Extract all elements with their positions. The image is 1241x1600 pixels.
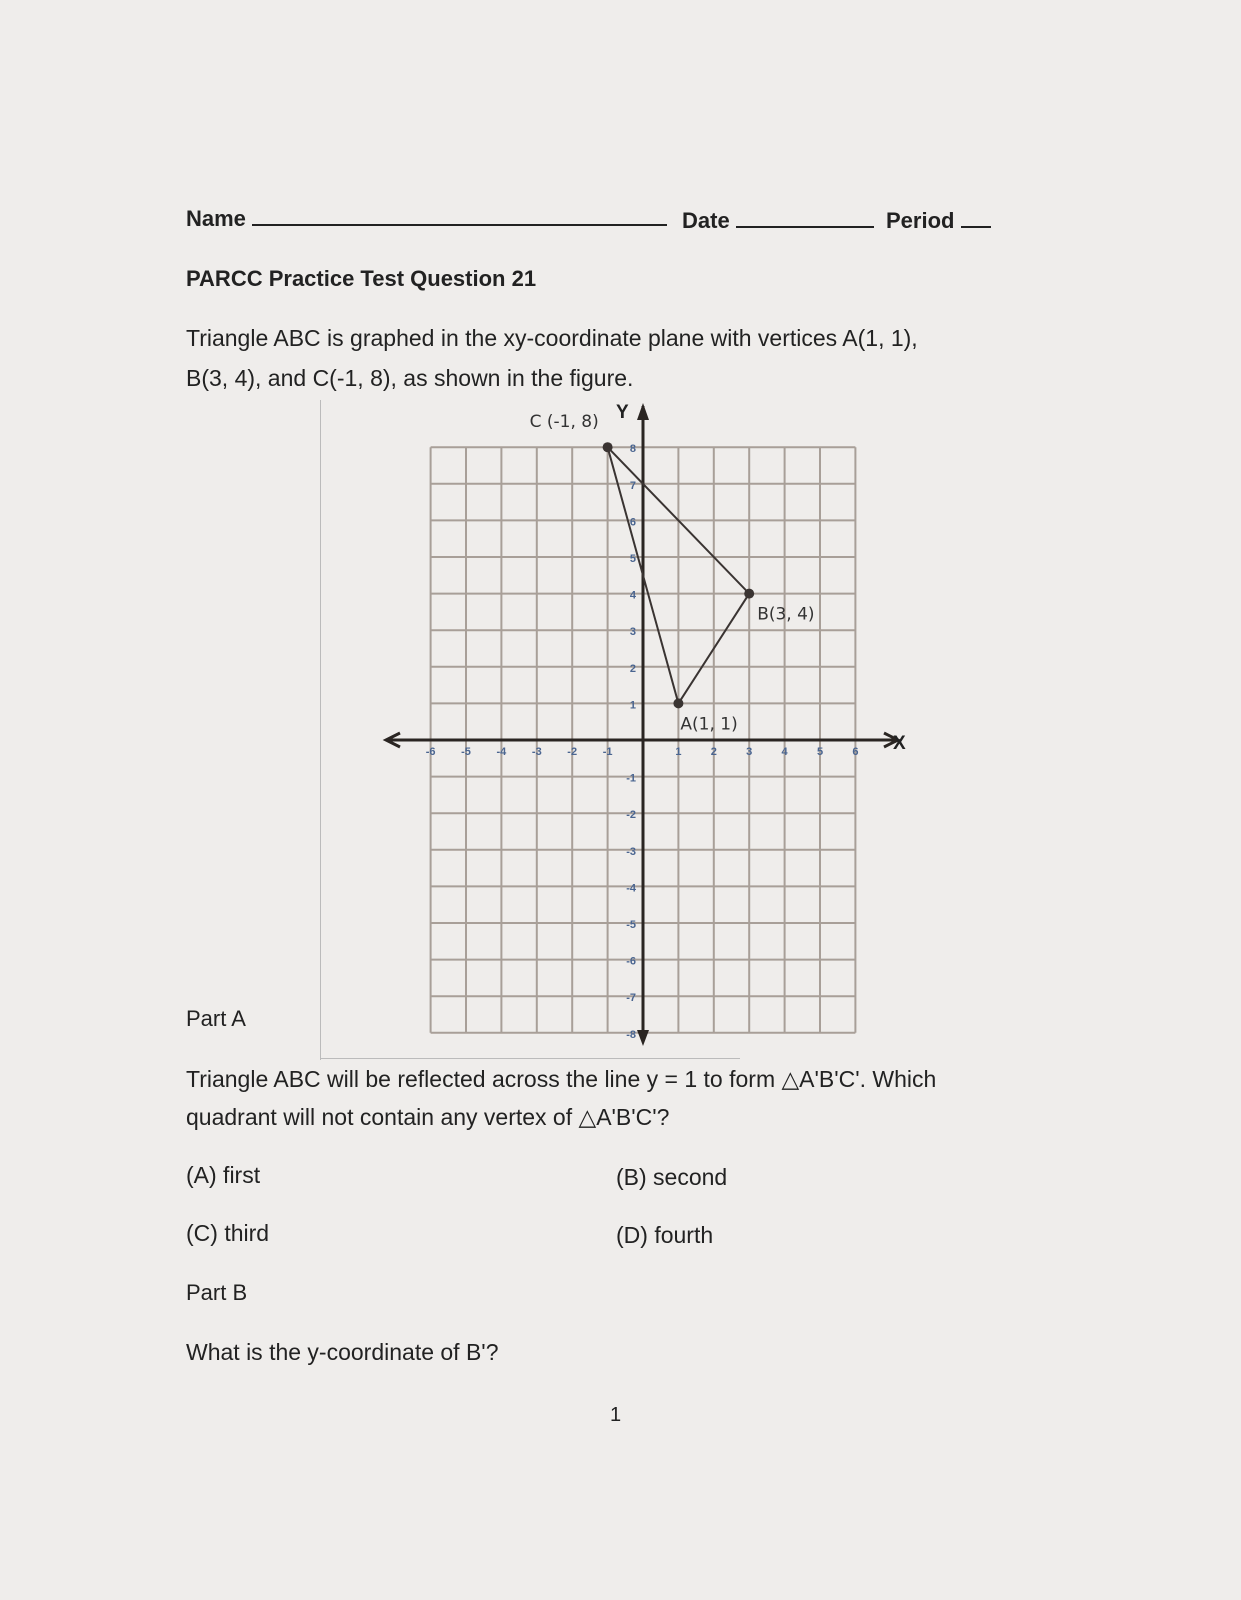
x-tick-label: 1 <box>675 746 682 758</box>
intro-line-2: B(3, 4), and C(-1, 8), as shown in the figure. <box>186 365 634 391</box>
y-tick-label: -2 <box>626 809 636 822</box>
x-tick-label: 3 <box>746 746 753 758</box>
date-label: Date <box>682 208 730 233</box>
x-tick-label: -6 <box>425 746 436 758</box>
vertex-c-label: C (-1, 8) <box>529 412 599 433</box>
name-label: Name <box>186 206 246 231</box>
x-axis-label: X <box>893 733 906 754</box>
y-tick-label: 8 <box>629 443 636 456</box>
y-tick-label: -6 <box>626 955 636 968</box>
choice-c[interactable]: (C) third <box>186 1220 270 1246</box>
vertex-b-point <box>744 589 754 599</box>
choice-b[interactable]: (B) second <box>616 1164 728 1190</box>
y-tick-label: -8 <box>626 1028 636 1041</box>
period-label: Period <box>886 208 955 233</box>
y-axis-down-arrow-icon <box>637 1030 649 1046</box>
x-tick-label: -1 <box>602 746 613 758</box>
x-tick-label: 5 <box>816 746 824 758</box>
x-tick-label: 4 <box>781 746 788 758</box>
vertex-a-label: A(1, 1) <box>680 714 738 735</box>
intro-line-1: Triangle ABC is graphed in the xy-coordinate plane with vertices A(1, 1), <box>186 325 918 351</box>
vertex-c-point <box>603 442 613 452</box>
part-a-label: Part A <box>186 1006 246 1031</box>
part-a-question-2: quadrant will not contain any vertex of △A'B'C'? <box>186 1104 670 1130</box>
x-tick-label: 2 <box>710 746 717 758</box>
part-a-question-1: Triangle ABC will be reflected across the line y = 1 to form △A'B'C'. Which <box>186 1066 937 1092</box>
y-tick-label: -3 <box>626 845 636 858</box>
y-axis-up-arrow-icon <box>637 403 649 420</box>
y-tick-label: 7 <box>629 479 636 492</box>
choice-a[interactable]: (A) first <box>186 1162 261 1188</box>
y-tick-label: 3 <box>629 626 636 639</box>
vertex-a-point <box>673 698 683 708</box>
y-tick-label: -7 <box>626 992 636 1005</box>
x-tick-label: -5 <box>461 746 471 758</box>
y-tick-label: -1 <box>626 772 636 785</box>
y-tick-label: -4 <box>626 882 636 895</box>
y-tick-label: 6 <box>629 516 636 529</box>
choice-d[interactable]: (D) fourth <box>616 1222 714 1248</box>
x-tick-label: 6 <box>852 746 859 758</box>
y-tick-label: 2 <box>629 662 636 675</box>
page-number: 1 <box>610 1404 622 1426</box>
y-tick-label: 4 <box>629 589 636 602</box>
y-tick-label: 5 <box>629 553 636 565</box>
x-tick-label: -3 <box>531 746 542 758</box>
x-tick-label: -4 <box>496 746 507 758</box>
vertex-b-label: B(3, 4) <box>757 604 815 625</box>
y-tick-label: 1 <box>629 699 636 712</box>
part-b-label: Part B <box>186 1280 248 1305</box>
y-tick-label: -5 <box>626 919 636 931</box>
x-tick-label: -2 <box>567 746 578 758</box>
part-b-question: What is the y-coordinate of B'? <box>186 1339 499 1365</box>
question-title: PARCC Practice Test Question 21 <box>186 266 537 291</box>
y-axis-label: Y <box>616 402 629 423</box>
